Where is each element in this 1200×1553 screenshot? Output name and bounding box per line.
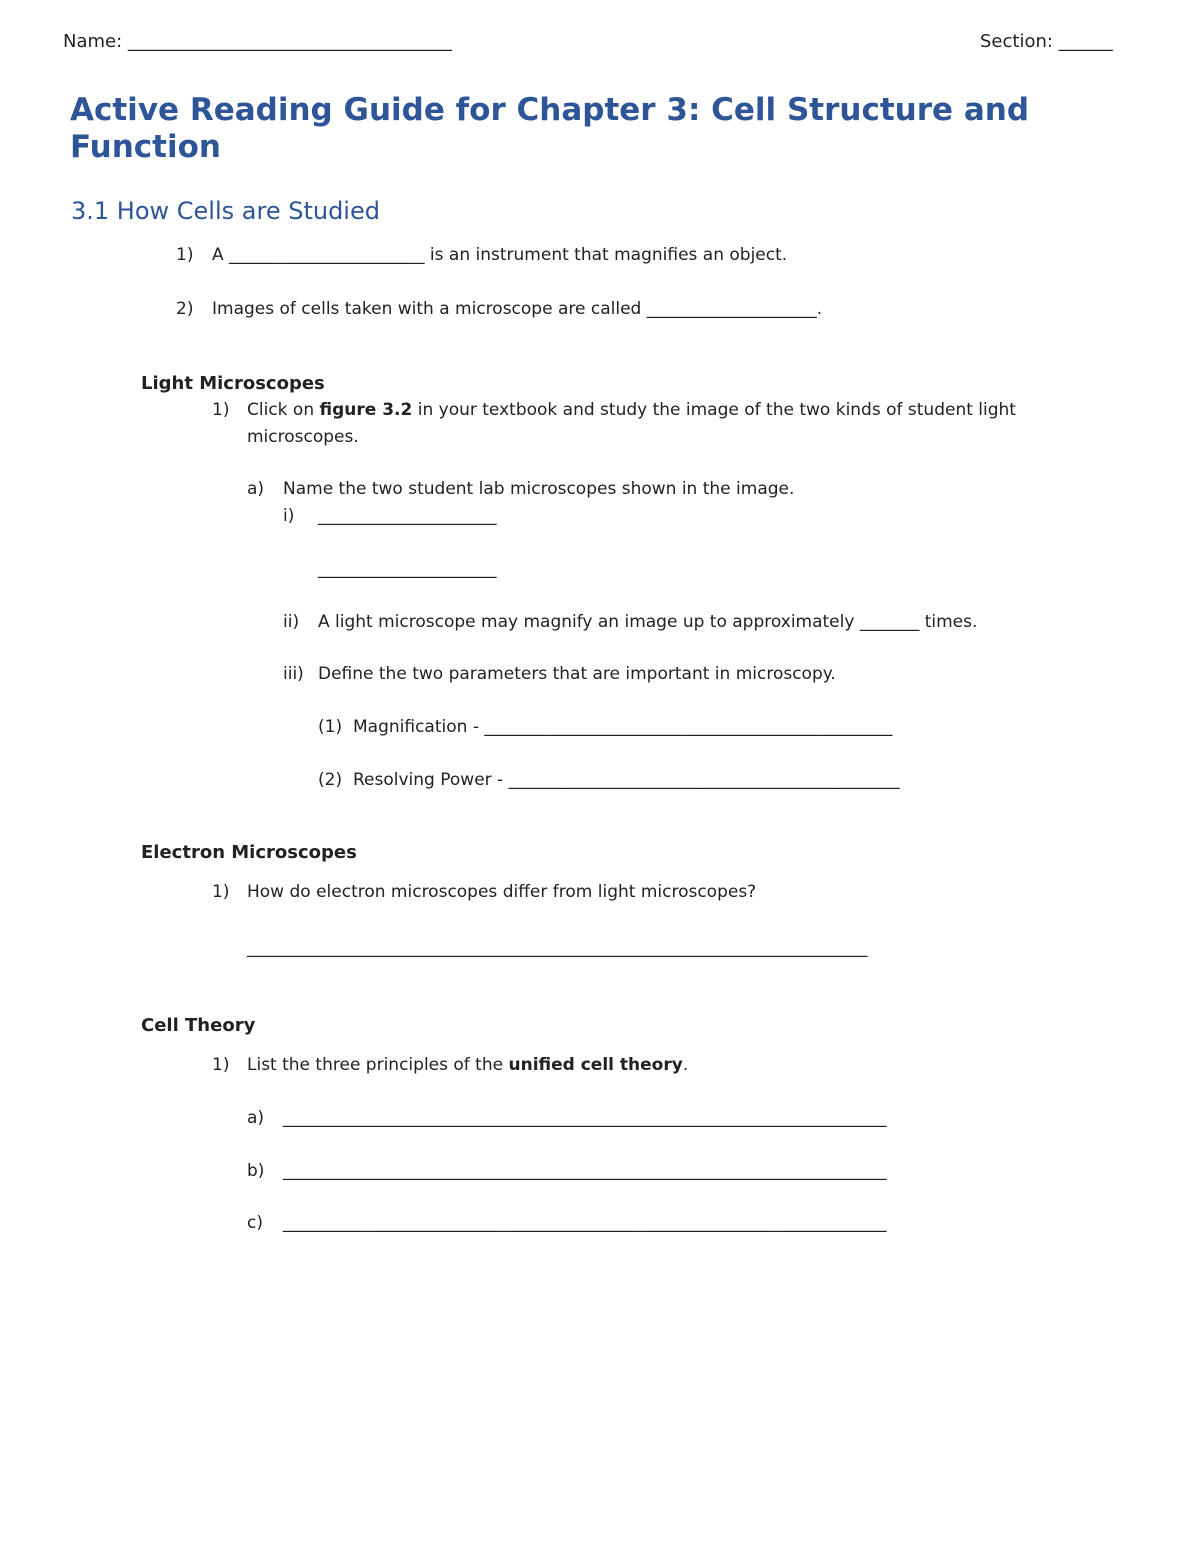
name-field-label: Name: ____________________________________: [63, 31, 452, 52]
page-title: Active Reading Guide for Chapter 3: Cell Structure and Function: [70, 92, 1030, 165]
question-text-continued: microscopes.: [247, 427, 359, 447]
item-letter: a): [247, 479, 265, 499]
question-text: How do electron microscopes differ from light microscopes?: [247, 882, 757, 902]
answer-blank: _______________________________________________________________________: [283, 1161, 887, 1181]
item-text: Name the two student lab microscopes shown in the image.: [283, 479, 795, 499]
answer-blank: _______________________________________________________________________: [283, 1108, 887, 1128]
question-number: 2): [176, 299, 194, 319]
section-field-label: Section: ______: [980, 31, 1113, 52]
item-letter: c): [247, 1213, 263, 1233]
section-heading-3-1: 3.1 How Cells are Studied: [71, 197, 380, 225]
key-term: unified cell theory: [508, 1055, 683, 1075]
item-roman: ii): [283, 612, 300, 632]
question-number: 1): [176, 245, 194, 265]
item-paren-number: (1): [318, 717, 343, 737]
item-letter: a): [247, 1108, 265, 1128]
question-number: 1): [212, 882, 230, 902]
item-text: Magnification - ________________________________________________: [353, 717, 893, 737]
answer-blank: _________________________________________________________________________: [247, 938, 868, 958]
subheading-light-microscopes: Light Microscopes: [141, 373, 325, 394]
item-roman: iii): [283, 664, 304, 684]
answer-blank: _______________________________________________________________________: [283, 1213, 887, 1233]
question-number: 1): [212, 1055, 230, 1075]
answer-blank: _____________________: [318, 559, 497, 579]
answer-blank: _____________________: [318, 506, 497, 526]
figure-reference: figure 3.2: [319, 400, 413, 420]
question-text: A _______________________ is an instrument that magnifies an object.: [212, 245, 788, 265]
subheading-electron-microscopes: Electron Microscopes: [141, 842, 357, 863]
question-number: 1): [212, 400, 230, 420]
item-roman: i): [283, 506, 295, 526]
item-letter: b): [247, 1161, 265, 1181]
item-text: Define the two parameters that are important in microscopy.: [318, 664, 836, 684]
item-paren-number: (2): [318, 770, 343, 790]
subheading-cell-theory: Cell Theory: [141, 1015, 256, 1036]
question-text: Images of cells taken with a microscope are called ____________________.: [212, 299, 823, 319]
question-text: Click on figure 3.2 in your textbook and study the image of the two kinds of student light: [247, 400, 1016, 420]
question-text: List the three principles of the unified cell theory.: [247, 1055, 689, 1075]
item-text: Resolving Power - ______________________________________________: [353, 770, 900, 790]
item-text: A light microscope may magnify an image up to approximately _______ times.: [318, 612, 978, 632]
